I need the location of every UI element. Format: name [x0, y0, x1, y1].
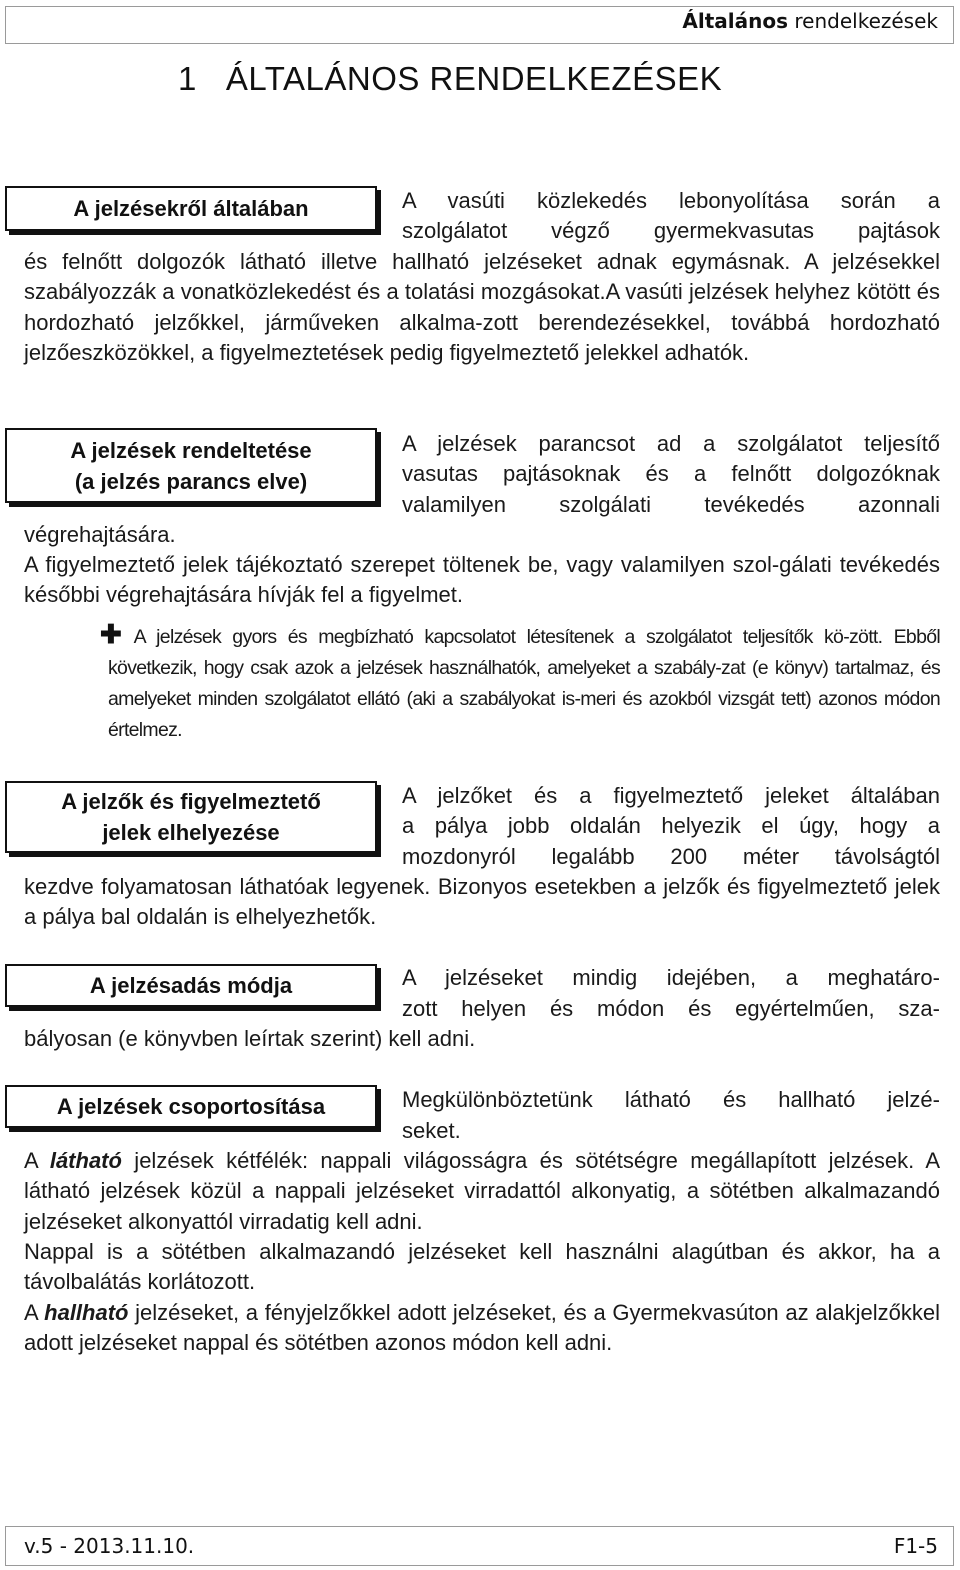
note-text: A jelzések gyors és megbízható kapcsolatot létesítenek a szolgálatot teljesítők kö-zött. Ebből következik, hogy csak azok a jelzések használhatók, amelyeket a szabály-zat (e könyv) tartalmaz, és amelyeket minden szolgálatot ellátó (aki a szabályokat is-meri és azokból vizsgát tett) azonos módon értelmez.: [108, 626, 940, 741]
s5-right-line-2: seket.: [402, 1118, 461, 1143]
footer-rule: [5, 1526, 954, 1527]
p3-em: hallható: [44, 1300, 129, 1325]
header-bold: Általános: [682, 9, 789, 33]
p1-a: A: [24, 1148, 50, 1173]
s3-right-line-1: A jelzőket és a figyelmeztető jeleket általában: [402, 783, 940, 808]
header-rule: [5, 43, 954, 44]
s4-body: bályosan (e könyvben leírtak szerint) kell adni.: [24, 1026, 476, 1051]
section-label-signal-purpose: [5, 428, 377, 503]
plus-icon: ✚: [100, 619, 128, 649]
p1-em: látható: [49, 1148, 122, 1173]
s2-right-line-3: valamilyen szolgálati tevékedés azonnali: [402, 492, 940, 517]
s5-right-line-1: Megkülönböztetünk látható és hallható jelzé-: [402, 1087, 940, 1112]
label-line-1: A jelzések rendeltetése: [70, 437, 312, 463]
label-text: A jelzésadás módja: [89, 973, 293, 998]
s5-night-paragraph: Nappal is a sötétben alkalmazandó jelzéseket kell használni alagútban és akkor, ha a távolbalátás korlátozott.: [24, 1239, 940, 1295]
header-rest: rendelkezések: [788, 9, 938, 33]
label-line-1: A jelzők és figyelmeztető: [61, 789, 321, 814]
footer-version: v.5 - 2013.11.10.: [24, 1534, 195, 1558]
section-label-signal-placement: [5, 781, 377, 853]
s5-visible-paragraph: [24, 1146, 940, 1237]
label-text: A jelzésekről általában: [73, 196, 309, 221]
s1-right-line-2: szolgálatot végző gyermekvasutas pajtások: [402, 218, 940, 243]
s2-right-line-2: vasutas pajtásoknak és a felnőtt dolgozóknak: [402, 461, 940, 486]
section-label-signals-general: [5, 186, 377, 231]
chapter-title: 1 ÁLTALÁNOS RENDELKEZÉSEK: [178, 60, 723, 97]
p1-b: jelzések kétfélék: nappali világosságra és sötétségre megállapított jelzések. A látható jelzések közül a nappali jelzéseket virradattól alkonyatig, a sötétben alkalmazandó jelzéseket alkonyattól virradatig kell adni.: [24, 1148, 941, 1234]
footer-page-number: F1-5: [893, 1534, 938, 1558]
section-label-signaling-method: [5, 964, 377, 1007]
s4-right-line-2: zott helyen és módon és egyértelműen, sza-: [402, 996, 940, 1021]
s2-body-2: A figyelmeztető jelek tájékoztató szerepet töltenek be, vagy valamilyen szol-gálati tevékedés későbbi végrehajtására hívják fel a figyelmet.: [24, 552, 940, 608]
p3-a: A: [24, 1300, 45, 1325]
p3-b: jelzéseket, a fényjelzőkkel adott jelzéseket, és a Gyermekvasúton az alakjelzőkkel adott jelzéseket nappal és sötétben azonos módon kell adni.: [24, 1300, 940, 1356]
s3-body: kezdve folyamatosan láthatóak legyenek. Bizonyos esetekben a jelzők és figyelmeztető jelek a pálya bal oldalán is elhelyezhetők.: [24, 874, 940, 930]
running-header: [682, 9, 938, 33]
section-label-signal-groups: [5, 1085, 377, 1128]
s2-body-line-1: végrehajtására.: [24, 522, 176, 547]
s3-right-line-3: mozdonyról legalább 200 méter távolságtól: [402, 844, 940, 869]
label-line-2: jelek elhelyezése: [102, 820, 280, 845]
s2-right-line-1: A jelzések parancsot ad a szolgálatot teljesítő: [402, 431, 940, 456]
s1-right-line-1: A vasúti közlekedés lebonyolítása során a: [402, 188, 940, 213]
label-line-2: (a jelzés parancs elve): [74, 468, 308, 494]
s1-body: és felnőtt dolgozók látható illetve hallható jelzéseket adnak egymásnak. A jelzésekkel szabályozzák a vonatközlekedést és a tolatási mozgásokat.A vasúti jelzések helyhez kötött és hordozható jelzőkkel, járműveken alkalma-zott berendezésekkel, továbbá hordozható jelzőeszközökkel, a figyelmeztetések pedig figyelmeztető jelekkel adhatók.: [24, 249, 940, 365]
s5-audible-paragraph: [24, 1298, 940, 1359]
s3-right-line-2: a pálya jobb oldalán helyezik el úgy, hogy a: [402, 813, 940, 838]
s4-right-line-1: A jelzéseket mindig idejében, a meghatáro-: [402, 965, 940, 990]
label-text: A jelzések csoportosítása: [56, 1094, 326, 1119]
s2-note: [100, 619, 940, 746]
